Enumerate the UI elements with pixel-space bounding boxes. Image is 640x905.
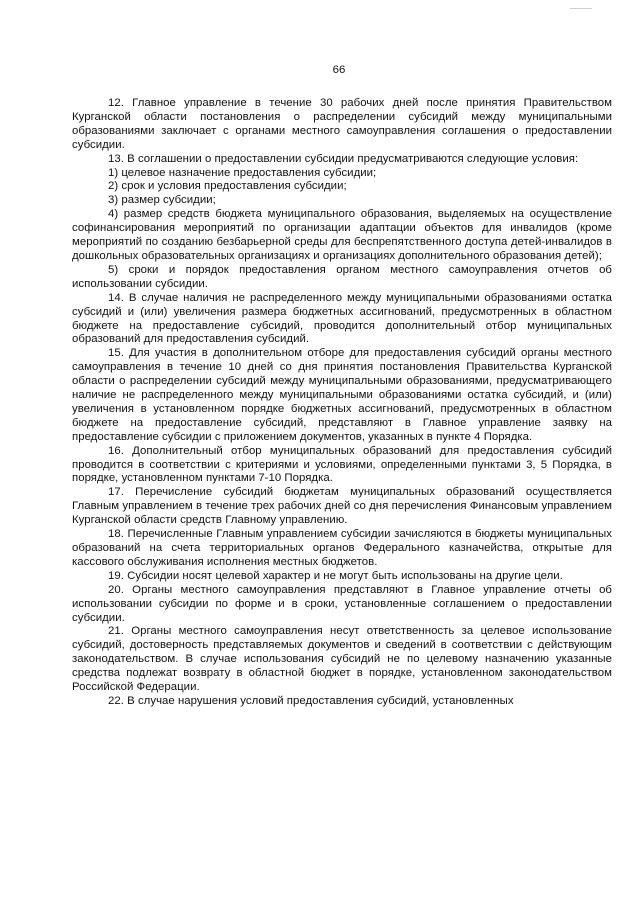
paragraph-16: 16. Дополнительный отбор муниципальных образований для предоставления субсидий проводится в соответствии с критериями и условиями, определенными пунктами 3, 5 Порядка, в порядке, установленном пунктами 7-10 Порядка. [72, 444, 612, 485]
page-number: 66 [332, 64, 346, 76]
paragraph-20: 20. Органы местного самоуправления представляют в Главное управление отчеты об использовании субсидии по форме и в сроки, установленные соглашением о предоставлении субсидии. [72, 583, 612, 624]
paragraph-15: 15. Для участия в дополнительном отборе для предоставления субсидий органы местного самоуправления в течение 10 дней со дня принятия постановления Правительства Курганской области о распределении субсидий между муниципальными образованиями, предусматривающего наличие не распределенного между муниципальными образованиями остатка субсидий, и (или) увеличения в установленном порядке бюджетных ассигнований, предусмотренных в областном бюджете на предоставление субсидий, представляют в Главное управление заявку на предоставление субсидии с приложением документов, указанных в пункте 4 Порядка. [72, 347, 612, 443]
paragraph-22: 22. В случае нарушения условий предоставления субсидий, установленных [108, 694, 514, 707]
paragraph-19: 19. Субсидии носят целевой характер и не могут быть использованы на другие цели. [108, 569, 563, 582]
paragraph-21: 21. Органы местного самоуправления несут ответственность за целевое использование субсидий, достоверность представляемых документов и сведений в соответствии с действующим законодательством. В случае использования субсидий не по целевому назначению указанные средства подлежат возврату в областной бюджет в порядке, установленном законодательством Российской Федерации. [72, 625, 612, 694]
paragraph-13: 13. В соглашении о предоставлении субсидии предусматриваются следующие условия: [108, 152, 579, 165]
condition-item-1: 1) целевое назначение предоставления субсидии; [108, 166, 377, 179]
condition-item-5: 5) сроки и порядок предоставления органом местного самоуправления отчетов об использовании субсидии. [72, 263, 612, 290]
document-page [72, 0, 612, 905]
condition-item-4: 4) размер средств бюджета муниципального образования, выделяемых на осуществление софинансирования мероприятий по организации адаптации объектов для инвалидов (кроме мероприятий по созданию безбарьерной среды для беспрепятственного доступа детей-инвалидов в дошкольных образовательных организациях и организациях дополнительного образования детей); [72, 208, 612, 262]
paragraph-18: 18. Перечисленные Главным управлением субсидии зачисляются в бюджеты муниципальных образований на счета территориальных органов Федерального казначейства, открытые для кассового обслуживания исполнения местных бюджетов. [72, 528, 612, 568]
condition-item-3: 3) размер субсидии; [108, 194, 216, 207]
paragraph-17: 17. Перечисление субсидий бюджетам муниципальных образований осуществляется Главным управлением в течение трех рабочих дней со дня перечисления Финансовым управлением Курганской области средств Главному управлению. [72, 486, 612, 527]
paragraph-12: 12. Главное управление в течение 30 рабочих дней после принятия Правительством Курганской области постановления о распределении субсидий между муниципальными образованиями заключает с органами местного самоуправления соглашения о предоставлении субсидии. [72, 97, 612, 151]
paragraph-14: 14. В случае наличия не распределенного между муниципальными образованиями остатка субсидий и (или) увеличения размера бюджетных ассигнований, предусмотренных в областном бюджете на предоставление субсидий, проводится дополнительный отбор муниципальных образований для предоставления субсидий. [72, 291, 612, 346]
condition-item-2: 2) срок и условия предоставления субсидии; [108, 180, 347, 193]
